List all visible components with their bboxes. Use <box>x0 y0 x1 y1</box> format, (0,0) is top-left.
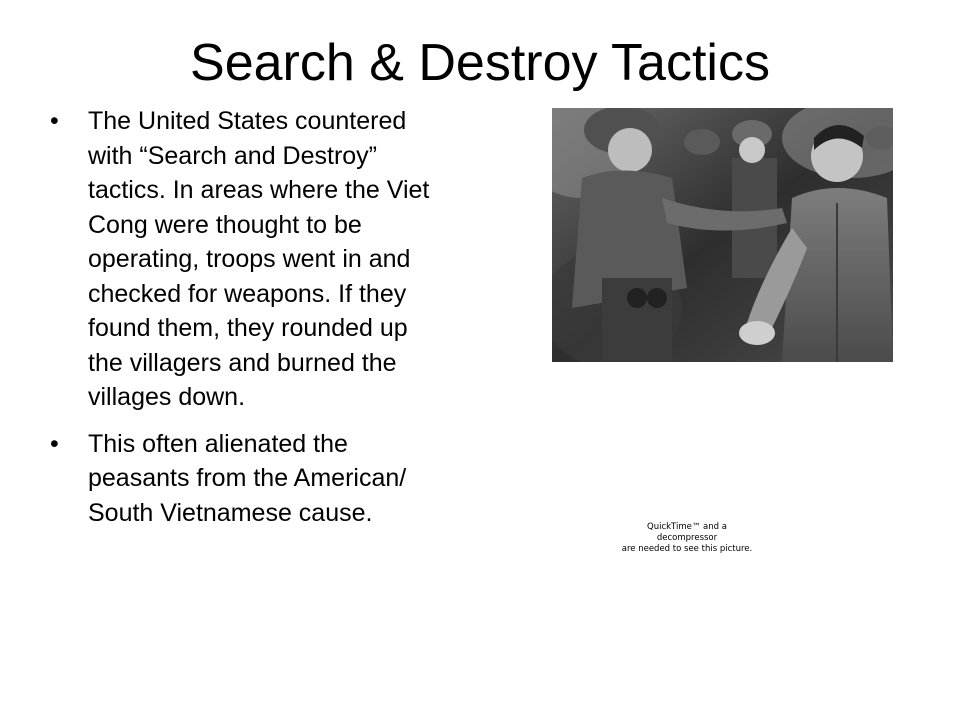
bullet-item <box>50 427 430 531</box>
quicktime-line: decompressor <box>656 533 718 543</box>
bullet-text: This often alienated the peasants from the American/ South Vietnamese cause. <box>88 429 407 527</box>
bullet-text: The United States countered with “Search and Destroy” tactics. In areas where the Viet Cong were thought to be operating, troops went in and checked for weapons. If they found them, they rounded up the villagers and burned the villages down. <box>88 107 430 411</box>
bullet-dot-icon: • <box>50 107 59 135</box>
bullet-dot-icon: • <box>50 429 59 458</box>
quicktime-line: are needed to see this picture. <box>621 544 753 554</box>
slide-title: Search & Destroy Tactics <box>190 34 770 92</box>
quicktime-line: QuickTime™ and a <box>647 522 727 532</box>
bullet-list <box>50 104 430 542</box>
bullet-item <box>50 104 430 415</box>
soldiers-photo-icon <box>552 108 893 362</box>
quicktime-placeholder <box>612 522 762 555</box>
